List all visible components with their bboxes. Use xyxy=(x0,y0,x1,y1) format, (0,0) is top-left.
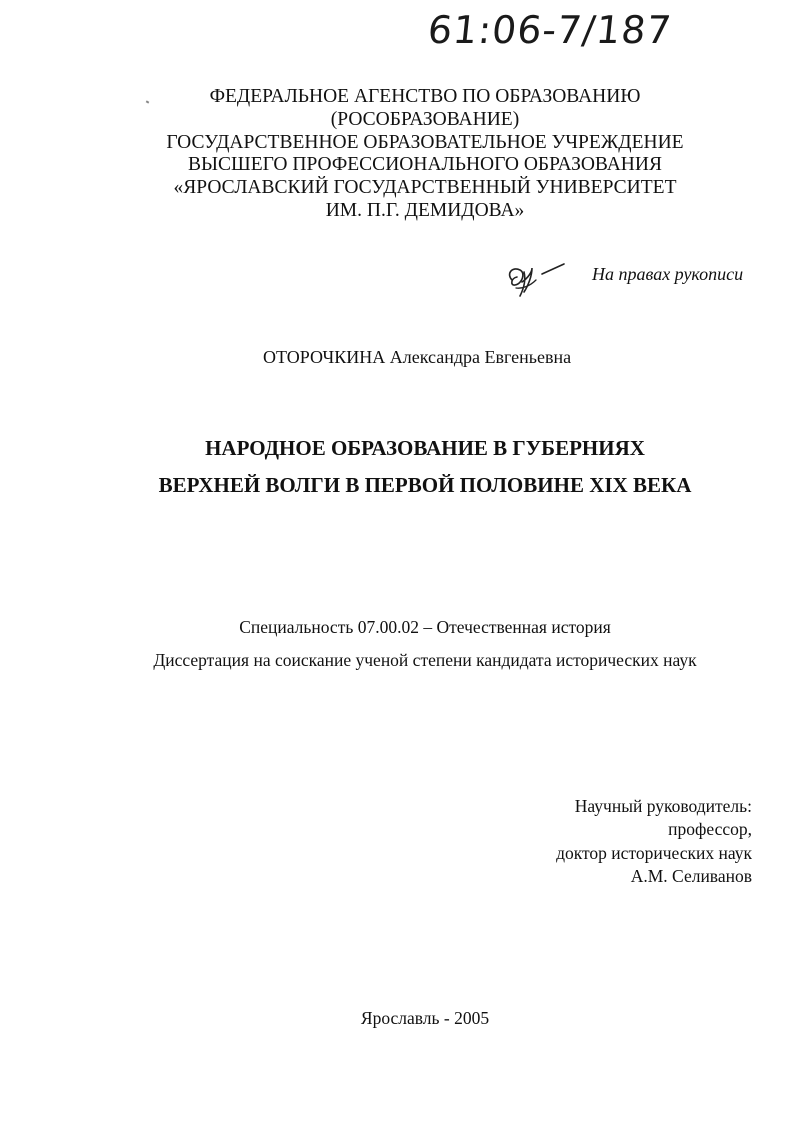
organization-line: (РОСОБРАЗОВАНИЕ) xyxy=(330,108,520,130)
supervisor-line: доктор исторических наук xyxy=(556,842,752,863)
specialty-line: Специальность 07.00.02 – Отечественная история xyxy=(239,617,611,637)
organization-line: ГОСУДАРСТВЕННОЕ ОБРАЗОВАТЕЛЬНОЕ УЧРЕЖДЕНИЕ xyxy=(166,131,684,153)
city-year: Ярославль - 2005 xyxy=(360,1008,490,1028)
supervisor-line: профессор, xyxy=(668,819,752,840)
title-line: ВЕРХНЕЙ ВОЛГИ В ПЕРВОЙ ПОЛОВИНЕ XIX ВЕКА xyxy=(158,473,692,497)
supervisor-block xyxy=(556,795,752,889)
organization-line: ФЕДЕРАЛЬНОЕ АГЕНСТВО ПО ОБРАЗОВАНИЮ xyxy=(209,86,641,107)
degree-line: Диссертация на соискание ученой степени кандидата исторических наук xyxy=(153,650,697,670)
organization-line: ВЫСШЕГО ПРОФЕССИОНАЛЬНОГО ОБРАЗОВАНИЯ xyxy=(188,154,662,176)
organization-line: ИМ. П.Г. ДЕМИДОВА» xyxy=(325,199,525,221)
organization-header xyxy=(100,86,750,223)
organization-line: «ЯРОСЛАВСКИЙ ГОСУДАРСТВЕННЫЙ УНИВЕРСИТЕТ xyxy=(173,177,677,199)
supervisor-line: А.М. Селиванов xyxy=(630,866,752,887)
supervisor-line: Научный руководитель: xyxy=(574,796,752,816)
signature-icon xyxy=(502,258,568,304)
manuscript-note: На правах рукописи xyxy=(592,264,744,284)
author-name: ОТОРОЧКИНА Александра Евгеньевна xyxy=(263,347,572,367)
title-line: НАРОДНОЕ ОБРАЗОВАНИЕ В ГУБЕРНИЯХ xyxy=(205,436,645,460)
archive-code: 61:06-7/187 xyxy=(425,8,675,52)
dissertation-title xyxy=(100,430,750,504)
